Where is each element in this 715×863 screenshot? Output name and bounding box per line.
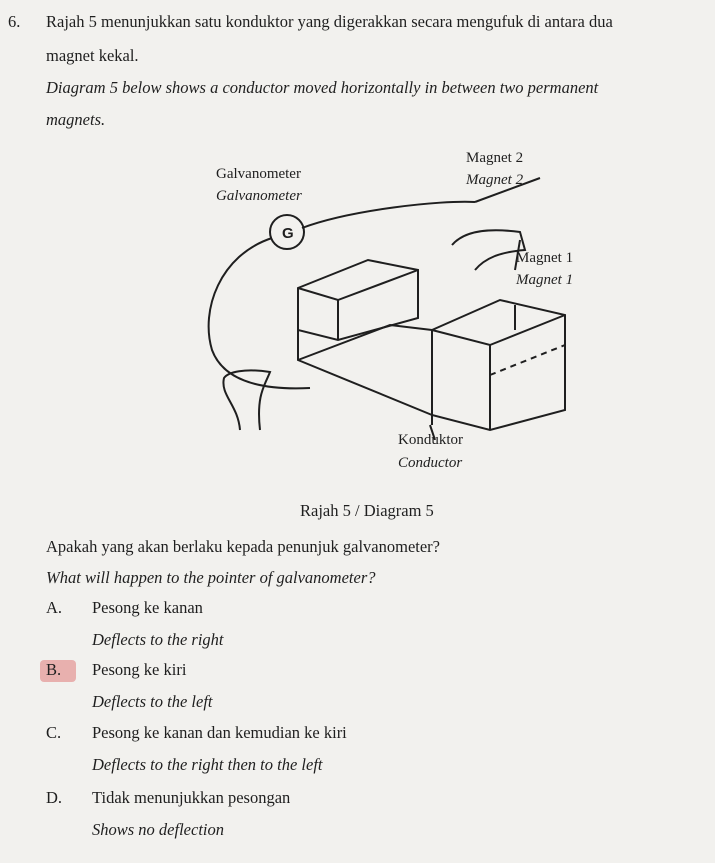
option-text-english: Shows no deflection	[92, 820, 224, 839]
option-text-malay: Pesong ke kiri	[92, 660, 187, 679]
conductor-label-malay: Konduktor	[398, 432, 463, 448]
magnet-2-block	[298, 260, 418, 340]
prompt-malay: Apakah yang akan berlaku kepada penunjuk galvanometer?	[46, 537, 441, 556]
option-text-english: Deflects to the left	[92, 692, 213, 711]
diagram-caption: Rajah 5 / Diagram 5	[300, 501, 434, 520]
question-text-english-2: magnets.	[46, 110, 106, 129]
galvanometer-g-symbol: G	[282, 225, 294, 242]
option-text-malay: Pesong ke kanan	[92, 598, 203, 617]
option-text-malay: Tidak menunjukkan pesongan	[92, 788, 291, 807]
galvanometer-label-english: Galvanometer	[216, 188, 302, 204]
option-text-english: Deflects to the right then to the left	[92, 755, 323, 774]
magnet-1-label-malay: Magnet 1	[516, 250, 574, 266]
left-hand-icon	[223, 370, 270, 430]
prompt-english: What will happen to the pointer of galvanometer?	[46, 568, 376, 587]
question-text-english-1: Diagram 5 below shows a conductor moved horizontally in between two permanent	[46, 78, 599, 97]
option-letter: B.	[46, 660, 62, 679]
magnet-1-label-english: Magnet 1	[516, 272, 574, 288]
conductor-magnet-diagram	[190, 140, 610, 440]
question-number: 6.	[8, 12, 21, 31]
option-letter: C.	[46, 723, 62, 742]
circuit-wire-left	[209, 238, 310, 388]
conductor-rod	[298, 330, 432, 415]
magnet-2-label-english: Magnet 2	[466, 172, 524, 188]
option-letter: D.	[46, 788, 63, 807]
option-text-malay: Pesong ke kanan dan kemudian ke kiri	[92, 723, 347, 742]
conductor-label-english: Conductor	[398, 455, 463, 471]
question-text-malay-1: Rajah 5 menunjukkan satu konduktor yang digerakkan secara mengufuk di antara dua	[46, 12, 613, 31]
option-letter: A.	[46, 598, 63, 617]
magnet-2-label-malay: Magnet 2	[466, 150, 524, 166]
right-hand-icon	[452, 230, 525, 270]
option-text-english: Deflects to the right	[92, 630, 224, 649]
question-text-malay-2: magnet kekal.	[46, 46, 139, 65]
magnet-1-block	[432, 300, 565, 430]
galvanometer-label-malay: Galvanometer	[216, 166, 301, 182]
circuit-wire-top	[302, 202, 475, 228]
